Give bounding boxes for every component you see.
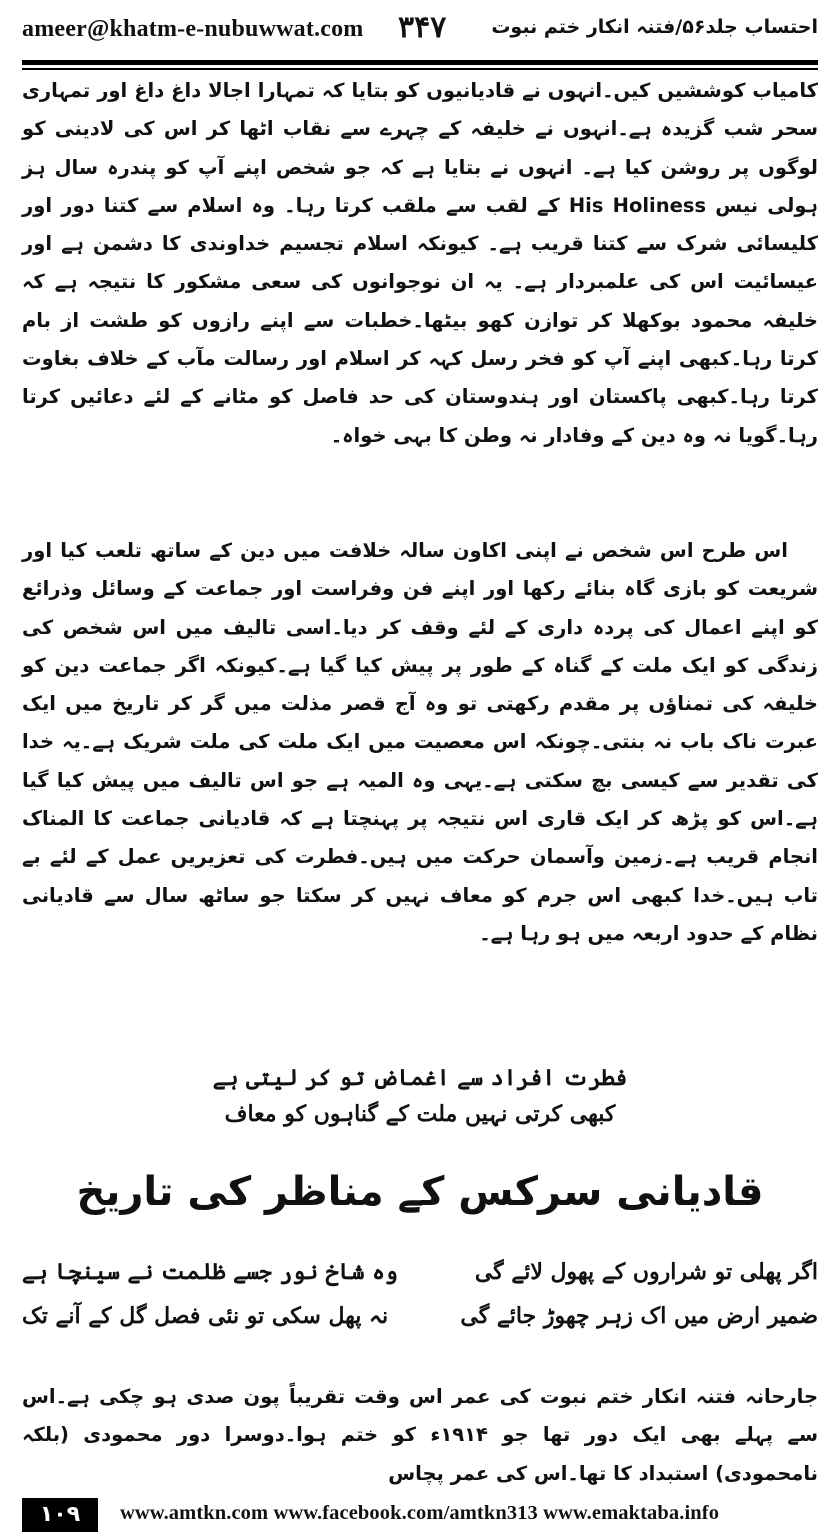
verse-2-right: ضمیر ارض میں اک زہر چھوڑ جائے گی (460, 1303, 818, 1329)
paragraph-3: جارحانہ فتنہ انکار ختم نبوت کی عمر اس وقت تقریباً پون صدی ہو چکی ہے۔اس سے پہلے بھی ایک دور تھا جو ۱۹۱۴ء کو ختم ہوا۔دوسرا دور محمودی (بلکہ نامحمودی) استبداد کا تھا۔اس کی عمر پچاس (22, 1385, 818, 1485)
page-header (0, 12, 840, 56)
paragraph-1: کامیاب کوششیں کیں۔انہوں نے قادیانیوں کو بتایا کہ تمہارا اجالا داغ داغ اور تمہاری سحر شب گزیدہ ہے۔انہوں نے خلیفہ کے چہرے سے نقاب اٹھا کر اس کی لادینی کو لوگوں پر روشن کیا ہے۔ انہوں نے بتایا ہے کہ جو شخص اپنے آپ کو پندرہ سال ہز ہولی نیس His Holiness کے لقب سے ملقب کرتا رہا۔ وہ اسلام سے کتنا دور اور کلیسائی شرک سے کتنا قریب ہے۔ کیونکہ اسلام تجسیم خداوندی کا دشمن ہے اور عیسائیت اس کی علمبردار ہے۔ یہ ان نوجوانوں کی سعی مشکور کا نتیجہ ہے کہ خلیفہ محمود بوکھلا کر توازن کھو بیٹھا۔خطبات سے اپنے رازوں کو طشت از بام کرتا رہا۔کبھی اپنے آپ کو فخر رسل کہہ کر اسلام اور رسالت مآب کے خلاف بغاوت کرتا رہا۔کبھی پاکستان اور ہندوستان کی حد فاصل کو مٹانے کے لئے دعائیں کرتا رہا۔گویا نہ وہ دین کے وفادار نہ وطن کا بہی خواہ۔ (22, 79, 818, 447)
header-page-number: ۳۴۷ (398, 10, 447, 45)
couplet-line-1: فطرت افراد سے اغماض تو کر لیتی ہے (212, 1065, 628, 1091)
header-email[interactable]: ameer@khatm-e-nubuwwat.com (22, 16, 364, 42)
header-divider-thick (22, 60, 818, 65)
header-divider-thin (22, 68, 818, 70)
verse-1-right: اگر پھلی تو شراروں کے پھول لائے گی (474, 1259, 818, 1285)
couplet-line-2: کبھی کرتی نہیں ملت کے گناہوں کو معاف (224, 1101, 616, 1127)
footer-page-number: ۱۰۹ (22, 1498, 98, 1532)
section-heading: قادیانی سرکس کے مناظر کی تاریخ (76, 1169, 764, 1215)
page-footer (0, 1490, 840, 1540)
footer-links[interactable]: www.amtkn.com www.facebook.com/amtkn313 www.emaktaba.info (120, 1502, 720, 1524)
paragraph-2: اس طرح اس شخص نے اپنی اکاون سالہ خلافت میں دین کے ساتھ تلعب کیا اور شریعت کو بازی گاہ بنائے رکھا اور اپنے فن وفراست اور جماعت کے وسائل وذرائع کو اپنے اعمال کی پردہ داری کے لئے وقف کر دیا۔اسی تالیف میں اس شخص کی زندگی کو ایک ملت کے گناہ کے طور پر پیش کیا گیا ہے۔کیونکہ اگر جماعت دین کو خلیفہ کی تمناؤں پر مقدم رکھتی تو وہ آج قصر مذلت میں گر کر تاریخ میں ایک عبرت ناک باب نہ بنتی۔چونکہ اس معصیت میں ایک ملت کی ملت شریک ہے۔یہ خدا کی تقدیر سے کیسی بچ سکتی ہے۔یہی وہ المیہ ہے جو اس تالیف میں پیش کیا گیا ہے۔اس کو پڑھ کر ایک قاری اس نتیجہ پر پہنچتا ہے کہ قادیانی جماعت کا المناک انجام قریب ہے۔زمین وآسمان حرکت میں ہیں۔فطرت کی تعزیریں عمل کے لئے بے تاب ہیں۔خدا کبھی اس جرم کو معاف نہیں کر سکتا جو ساٹھ سال سے قادیانی نظام کے حدود اربعہ میں ہو رہا ہے۔ (22, 539, 818, 945)
verse-2-left: نہ پھل سکی تو نئی فصل گل کے آنے تک (22, 1303, 389, 1329)
header-book-title: احتساب جلد۵۶/فتنہ انکار ختم نبوت (491, 16, 818, 38)
verse-1-left: وہ شاخ نور جسے ظلمت نے سینچا ہے (22, 1259, 398, 1285)
